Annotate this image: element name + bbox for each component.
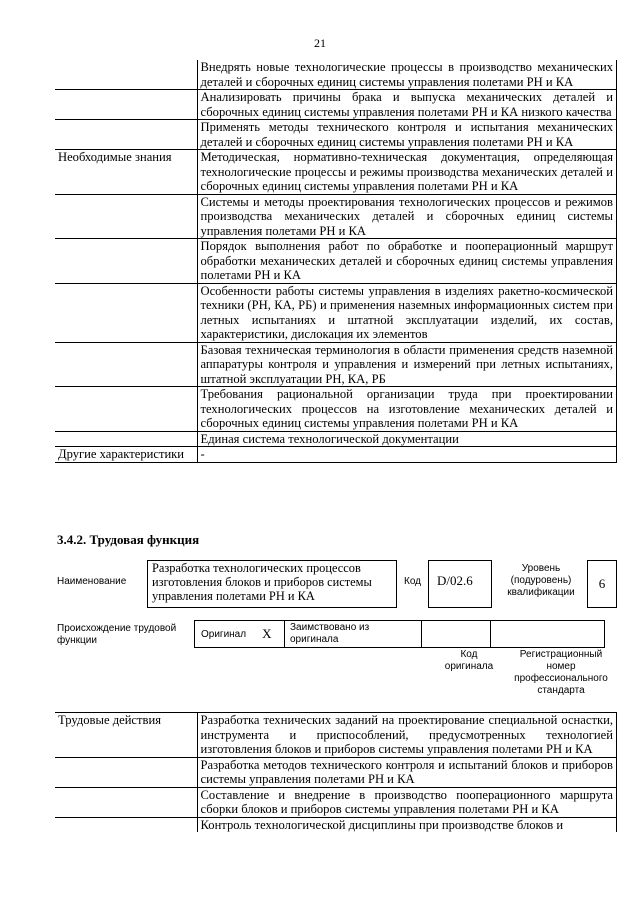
function-name-box: Разработка технологических процессов изготовления блоков и приборов системы управления полетами РН и КА [147,560,397,608]
row-label [55,342,197,387]
table-row [55,447,617,463]
table-row [55,757,617,787]
row-text: Требования рациональной организации труда при проектировании технологических процессов на изготовление механических деталей и сборочных единиц системы управления полетами РН и КА [197,387,617,432]
row-text: Методическая, нормативно-техническая документация, определяющая технологические процессы и режимы производства механических деталей и сборочных единиц системы управления полетами РН и КА [197,150,617,195]
borrowed-cell: Заимствовано из оригинала [284,620,422,648]
original-code-cell [421,620,491,648]
row-label: Трудовые действия [55,713,197,758]
skills-knowledge-table [55,60,617,463]
function-code-box: D/02.6 [428,560,492,608]
row-text: Применять методы технического контроля и испытания механических деталей и сборочных единиц системы управления полетами РН и КА [197,120,617,150]
code-label: Код [404,576,422,587]
row-text: Анализировать причины брака и выпуска механических деталей и сборочных единиц системы управления полетами РН и КА низкого качества [197,90,617,120]
row-label [55,283,197,342]
row-label: Другие характеристики [55,447,197,463]
original-code-caption: Код оригинала [444,649,494,672]
registration-number-cell [490,620,605,648]
row-text: - [197,447,617,463]
row-label [55,120,197,150]
row-label [55,194,197,239]
row-label [55,817,197,832]
row-label [55,757,197,787]
row-text: Порядок выполнения работ по обработке и пооперационный маршрут обработки механических деталей и сборочных единиц системы управления полетами РН и КА [197,239,617,284]
table-row [55,787,617,817]
original-label: Оригинал [201,628,247,640]
row-label [55,239,197,284]
row-label [55,90,197,120]
table-row [55,431,617,447]
table-row [55,120,617,150]
section-title: 3.4.2. Трудовая функция [57,532,200,547]
table-row [55,239,617,284]
row-text: Внедрять новые технологические процессы в производство механических деталей и сборочных единиц системы управления полетами РН и КА [197,60,617,90]
table-row [55,283,617,342]
row-text: Системы и методы проектирования технологических процессов и режимов производства механических деталей и сборочных единиц системы управления полетами РН и КА [197,194,617,239]
registration-number-caption: Регистрационный номер профессионального стандарта [514,649,608,696]
row-label [55,60,197,90]
table-row [55,60,617,90]
table-row [55,150,617,195]
labor-actions-table [55,712,617,832]
level-label: Уровень (подуровень) квалификации [507,563,575,598]
row-text: Особенности работы системы управления в изделиях ракетно-космической техники (РН, КА, РБ) и применения наземных информационных систем при летных испытаниях и штатной эксплуатации изделий, их состав, характеристики, дислокация их элементов [197,283,617,342]
level-value-box: 6 [587,560,617,608]
row-text: Контроль технологической дисциплины при производстве блоков и [197,817,617,832]
origin-label: Происхождение трудовой функции [57,623,177,646]
row-text: Единая система технологической документации [197,431,617,447]
row-label [55,787,197,817]
table-row [55,90,617,120]
table-row [55,387,617,432]
original-cell [194,620,285,648]
row-text: Разработка технических заданий на проектирование специальной оснастки, инструмента и приспособлений, предусмотренных технологией изготовления блоков и приборов системы управления полетами РН и КА [197,713,617,758]
table-row [55,342,617,387]
table-row [55,713,617,758]
row-text: Базовая техническая терминология в области применения средств наземной аппаратуры контроля и управления и измерений при летных испытаниях, штатной эксплуатации РН, КА, РБ [197,342,617,387]
row-text: Разработка методов технического контроля и испытаний блоков и приборов системы управления полетами РН и КА [197,757,617,787]
origin-row [195,620,605,648]
table-row [55,194,617,239]
page-number: 21 [314,36,326,50]
row-text: Составление и внедрение в производство пооперационного маршрута сборки блоков и приборов системы управления полетами РН и КА [197,787,617,817]
name-label: Наименование [57,576,127,587]
row-label [55,387,197,432]
row-label: Необходимые знания [55,150,197,195]
original-mark: X [262,626,272,641]
table-row [55,817,617,832]
row-label [55,431,197,447]
